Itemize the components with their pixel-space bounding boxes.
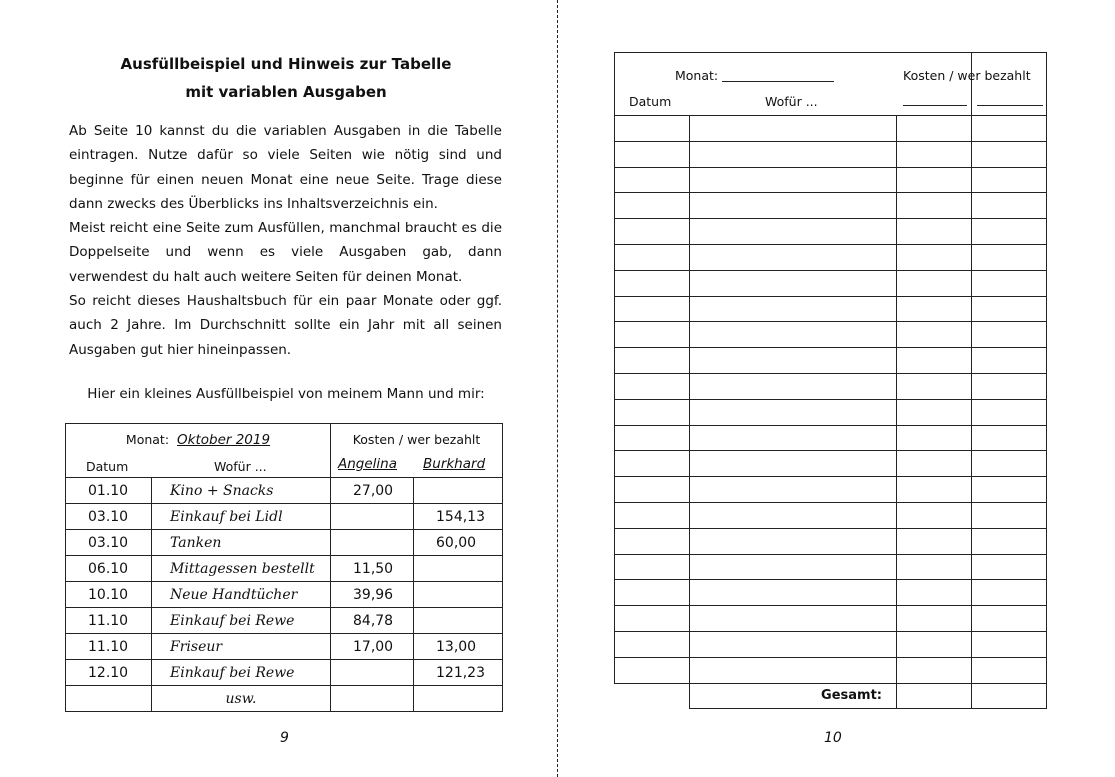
blank-payer-2-cell[interactable] — [972, 219, 1047, 245]
blank-payer-1-cell[interactable] — [897, 219, 972, 245]
payer-1-fill-line — [903, 105, 967, 106]
payer-2-amount-cell — [414, 582, 503, 608]
payer-2-amount-cell: 60,00 — [414, 530, 503, 556]
blank-purpose-cell[interactable] — [690, 631, 897, 657]
blank-payer-2-cell[interactable] — [972, 477, 1047, 503]
blank-purpose-cell[interactable] — [690, 502, 897, 528]
blank-payer-1-cell[interactable] — [897, 451, 972, 477]
blank-purpose-cell[interactable] — [690, 116, 897, 142]
blank-table-row — [615, 322, 1047, 348]
table-row — [66, 556, 503, 582]
month-header-cell — [66, 424, 331, 478]
payer-1-amount-cell — [331, 504, 414, 530]
blank-date-cell[interactable] — [615, 141, 690, 167]
page-number-right: 10 — [824, 730, 842, 746]
blank-date-cell[interactable] — [615, 477, 690, 503]
blank-payer-1-cell[interactable] — [897, 606, 972, 632]
cost-header-cell — [331, 424, 503, 478]
blank-payer-1-cell[interactable] — [897, 580, 972, 606]
month-label-group — [66, 432, 330, 448]
page-fold-divider — [557, 0, 558, 777]
blank-purpose-cell[interactable] — [690, 606, 897, 632]
cost-header: Kosten / wer bezahlt — [352, 432, 481, 447]
date-cell: 03.10 — [66, 504, 152, 530]
table-row — [66, 478, 503, 504]
blank-payer-2-cell[interactable] — [972, 502, 1047, 528]
paragraph-1: Ab Seite 10 kannst du die variablen Ausgaben in die Tabelle eintragen. Nutze dafür so viele Seiten wie nötig sind und beginne für einen neuen Monat eine neue Seite. Trage diese dann zwecks des Überblicks ins Inhaltsverzeichnis ein. — [69, 123, 502, 212]
blank-purpose-cell[interactable] — [690, 580, 897, 606]
payer-2-amount-cell: 13,00 — [414, 634, 503, 660]
paragraph-2: Meist reicht eine Seite zum Ausfüllen, manchmal braucht es die Doppelseite und wenn es viele Ausgaben gab, dann verwendest du halt auch weitere Seiten für deinen Monat. — [69, 220, 502, 285]
blank-date-cell[interactable] — [615, 219, 690, 245]
purpose-cell: Neue Handtücher — [152, 582, 331, 608]
cost-header-wrapper — [897, 53, 1047, 115]
purpose-cell: Tanken — [152, 530, 331, 556]
table-cell — [331, 686, 414, 712]
table-cell — [414, 686, 503, 712]
blank-purpose-cell[interactable] — [690, 554, 897, 580]
total-cell-payer-2[interactable] — [972, 683, 1047, 709]
blank-table-row — [615, 477, 1047, 503]
payer-2-fill-line — [977, 105, 1043, 106]
blank-table-row — [615, 425, 1047, 451]
blank-date-cell[interactable] — [615, 631, 690, 657]
blank-payer-2-cell[interactable] — [972, 606, 1047, 632]
payer-1-amount-cell: 11,50 — [331, 556, 414, 582]
blank-date-column-header: Datum — [629, 94, 672, 109]
paragraph-3: So reicht dieses Haushaltsbuch für ein paar Monate oder ggf. auch 2 Jahre. Im Durchschnitt sollte ein Jahr mit all seinen Ausgaben gut hier hineinpassen. — [69, 293, 502, 358]
blank-purpose-cell[interactable] — [690, 528, 897, 554]
date-cell: 10.10 — [66, 582, 152, 608]
blank-payer-2-cell[interactable] — [972, 554, 1047, 580]
blank-purpose-cell[interactable] — [690, 399, 897, 425]
total-row — [615, 683, 1047, 709]
blank-purpose-cell[interactable] — [690, 348, 897, 374]
blank-payer-2-cell[interactable] — [972, 244, 1047, 270]
table-row — [66, 582, 503, 608]
example-expense-table — [65, 423, 503, 712]
blank-table-row — [615, 606, 1047, 632]
purpose-column-header: Wofür ... — [214, 459, 267, 474]
purpose-cell: Mittagessen bestellt — [152, 556, 331, 582]
blank-table-row — [615, 167, 1047, 193]
blank-payer-2-cell[interactable] — [972, 425, 1047, 451]
blank-date-cell[interactable] — [615, 554, 690, 580]
blank-table-row — [615, 502, 1047, 528]
blank-payer-1-cell[interactable] — [897, 477, 972, 503]
etc-cell: usw. — [152, 686, 331, 712]
blank-table-row — [615, 219, 1047, 245]
example-intro: Hier ein kleines Ausfüllbeispiel von meinem Mann und mir: — [87, 386, 485, 402]
date-cell: 12.10 — [66, 660, 152, 686]
blank-payer-1-cell[interactable] — [897, 425, 972, 451]
blank-payer-2-cell[interactable] — [972, 657, 1047, 683]
purpose-cell: Einkauf bei Lidl — [152, 504, 331, 530]
example-rows — [66, 478, 503, 686]
blank-payer-1-cell[interactable] — [897, 348, 972, 374]
blank-payer-1-cell[interactable] — [897, 141, 972, 167]
date-cell: 11.10 — [66, 634, 152, 660]
table-header-row — [66, 424, 503, 478]
payer-2-amount-cell: 121,23 — [414, 660, 503, 686]
payer-1-amount-cell: 27,00 — [331, 478, 414, 504]
blank-table-row — [615, 270, 1047, 296]
blank-payer-2-cell[interactable] — [972, 631, 1047, 657]
blank-date-cell[interactable] — [615, 322, 690, 348]
blank-date-cell[interactable] — [615, 244, 690, 270]
page-heading — [60, 50, 512, 106]
blank-payer-2-cell[interactable] — [972, 167, 1047, 193]
blank-purpose-cell[interactable] — [690, 477, 897, 503]
blank-date-cell[interactable] — [615, 167, 690, 193]
total-label: Gesamt: — [690, 683, 897, 709]
blank-date-cell[interactable] — [615, 270, 690, 296]
purpose-cell: Einkauf bei Rewe — [152, 660, 331, 686]
blank-purpose-cell[interactable] — [690, 193, 897, 219]
blank-date-cell[interactable] — [615, 657, 690, 683]
blank-date-cell[interactable] — [615, 399, 690, 425]
blank-table-row — [615, 348, 1047, 374]
month-fill-line — [722, 81, 834, 82]
blank-payer-1-cell[interactable] — [897, 631, 972, 657]
heading-line-2: mit variablen Ausgaben — [185, 83, 387, 101]
blank-payer-1-cell[interactable] — [897, 657, 972, 683]
blank-purpose-cell[interactable] — [690, 141, 897, 167]
blank-payer-1-cell[interactable] — [897, 322, 972, 348]
heading-line-1: Ausfüllbeispiel und Hinweis zur Tabelle — [120, 55, 452, 73]
blank-payer-1-cell[interactable] — [897, 502, 972, 528]
blank-payer-2-cell[interactable] — [972, 528, 1047, 554]
table-row — [66, 504, 503, 530]
blank-payer-1-cell[interactable] — [897, 193, 972, 219]
instructions-text — [69, 119, 502, 362]
date-column-header: Datum — [86, 459, 129, 474]
payer-1-name: Angelina — [338, 456, 397, 472]
blank-payer-1-cell[interactable] — [897, 167, 972, 193]
blank-table-row — [615, 528, 1047, 554]
total-row-spacer — [615, 683, 690, 709]
blank-table-row — [615, 399, 1047, 425]
blank-table-row — [615, 580, 1047, 606]
blank-purpose-cell[interactable] — [690, 219, 897, 245]
payer-1-amount-cell: 39,96 — [331, 582, 414, 608]
blank-date-cell[interactable] — [615, 373, 690, 399]
blank-payer-1-cell[interactable] — [897, 554, 972, 580]
blank-month-label: Monat: — [675, 68, 719, 83]
payer-1-amount-cell: 17,00 — [331, 634, 414, 660]
total-cell-payer-1[interactable] — [897, 683, 972, 709]
purpose-cell: Einkauf bei Rewe — [152, 608, 331, 634]
blank-date-cell[interactable] — [615, 502, 690, 528]
payer-2-amount-cell — [414, 556, 503, 582]
blank-cost-header: Kosten / wer bezahlt — [903, 68, 1031, 83]
payer-2-amount-cell: 154,13 — [414, 504, 503, 530]
table-row — [66, 530, 503, 556]
table-cell — [66, 686, 152, 712]
blank-payer-2-cell[interactable] — [972, 322, 1047, 348]
blank-table-row — [615, 373, 1047, 399]
blank-payer-1-cell[interactable] — [897, 116, 972, 142]
blank-payer-2-cell[interactable] — [972, 399, 1047, 425]
payer-1-amount-cell: 84,78 — [331, 608, 414, 634]
blank-purpose-cell[interactable] — [690, 657, 897, 683]
blank-date-cell[interactable] — [615, 425, 690, 451]
blank-date-cell[interactable] — [615, 348, 690, 374]
blank-table-row — [615, 657, 1047, 683]
blank-payer-2-cell[interactable] — [972, 270, 1047, 296]
blank-payer-1-cell[interactable] — [897, 528, 972, 554]
blank-table-row — [615, 244, 1047, 270]
blank-purpose-cell[interactable] — [690, 270, 897, 296]
table-row — [66, 608, 503, 634]
blank-payer-2-cell[interactable] — [972, 141, 1047, 167]
blank-table-row — [615, 631, 1047, 657]
blank-table-row — [615, 116, 1047, 142]
blank-date-cell[interactable] — [615, 193, 690, 219]
blank-purpose-column-header: Wofür ... — [765, 94, 818, 109]
date-cell: 06.10 — [66, 556, 152, 582]
blank-payer-2-cell[interactable] — [972, 193, 1047, 219]
blank-table-row — [615, 451, 1047, 477]
blank-purpose-cell[interactable] — [690, 322, 897, 348]
blank-payer-2-cell[interactable] — [972, 348, 1047, 374]
blank-payer-1-cell[interactable] — [897, 296, 972, 322]
blank-payer-2-cell[interactable] — [972, 116, 1047, 142]
blank-payer-2-cell[interactable] — [972, 451, 1047, 477]
page-number-left: 9 — [280, 730, 289, 746]
blank-payer-1-cell[interactable] — [897, 399, 972, 425]
blank-purpose-cell[interactable] — [690, 451, 897, 477]
blank-purpose-cell[interactable] — [690, 244, 897, 270]
payer-2-name: Burkhard — [423, 456, 486, 472]
blank-table-row — [615, 193, 1047, 219]
blank-expense-table — [614, 52, 1047, 709]
table-row-etc — [66, 686, 503, 712]
blank-date-cell[interactable] — [615, 116, 690, 142]
blank-date-cell[interactable] — [615, 580, 690, 606]
blank-purpose-cell[interactable] — [690, 425, 897, 451]
date-cell: 01.10 — [66, 478, 152, 504]
blank-month-label-group — [675, 68, 834, 83]
payer-2-amount-cell — [414, 608, 503, 634]
blank-purpose-cell[interactable] — [690, 167, 897, 193]
blank-rows — [615, 116, 1047, 684]
blank-table-row — [615, 554, 1047, 580]
blank-table-row — [615, 141, 1047, 167]
date-cell: 11.10 — [66, 608, 152, 634]
blank-date-cell[interactable] — [615, 296, 690, 322]
purpose-cell: Friseur — [152, 634, 331, 660]
blank-payer-1-cell[interactable] — [897, 373, 972, 399]
blank-cost-header-cell — [903, 53, 1047, 116]
table-row — [66, 634, 503, 660]
blank-payer-2-cell[interactable] — [972, 580, 1047, 606]
blank-purpose-cell[interactable] — [690, 296, 897, 322]
month-value: Oktober 2019 — [177, 432, 271, 448]
blank-payer-2-cell[interactable] — [972, 373, 1047, 399]
blank-payer-2-cell[interactable] — [972, 296, 1047, 322]
blank-table-row — [615, 296, 1047, 322]
month-label: Monat: — [125, 432, 170, 447]
date-cell: 03.10 — [66, 530, 152, 556]
blank-date-cell[interactable] — [615, 451, 690, 477]
blank-date-cell[interactable] — [615, 528, 690, 554]
blank-table-header-row — [615, 53, 1047, 116]
blank-purpose-cell[interactable] — [690, 373, 897, 399]
left-page — [0, 0, 557, 777]
blank-payer-1-cell[interactable] — [897, 244, 972, 270]
blank-payer-1-cell[interactable] — [897, 270, 972, 296]
payer-1-amount-cell — [331, 530, 414, 556]
payer-1-amount-cell — [331, 660, 414, 686]
payer-2-amount-cell — [414, 478, 503, 504]
table-row — [66, 660, 503, 686]
blank-date-cell[interactable] — [615, 606, 690, 632]
purpose-cell: Kino + Snacks — [152, 478, 331, 504]
